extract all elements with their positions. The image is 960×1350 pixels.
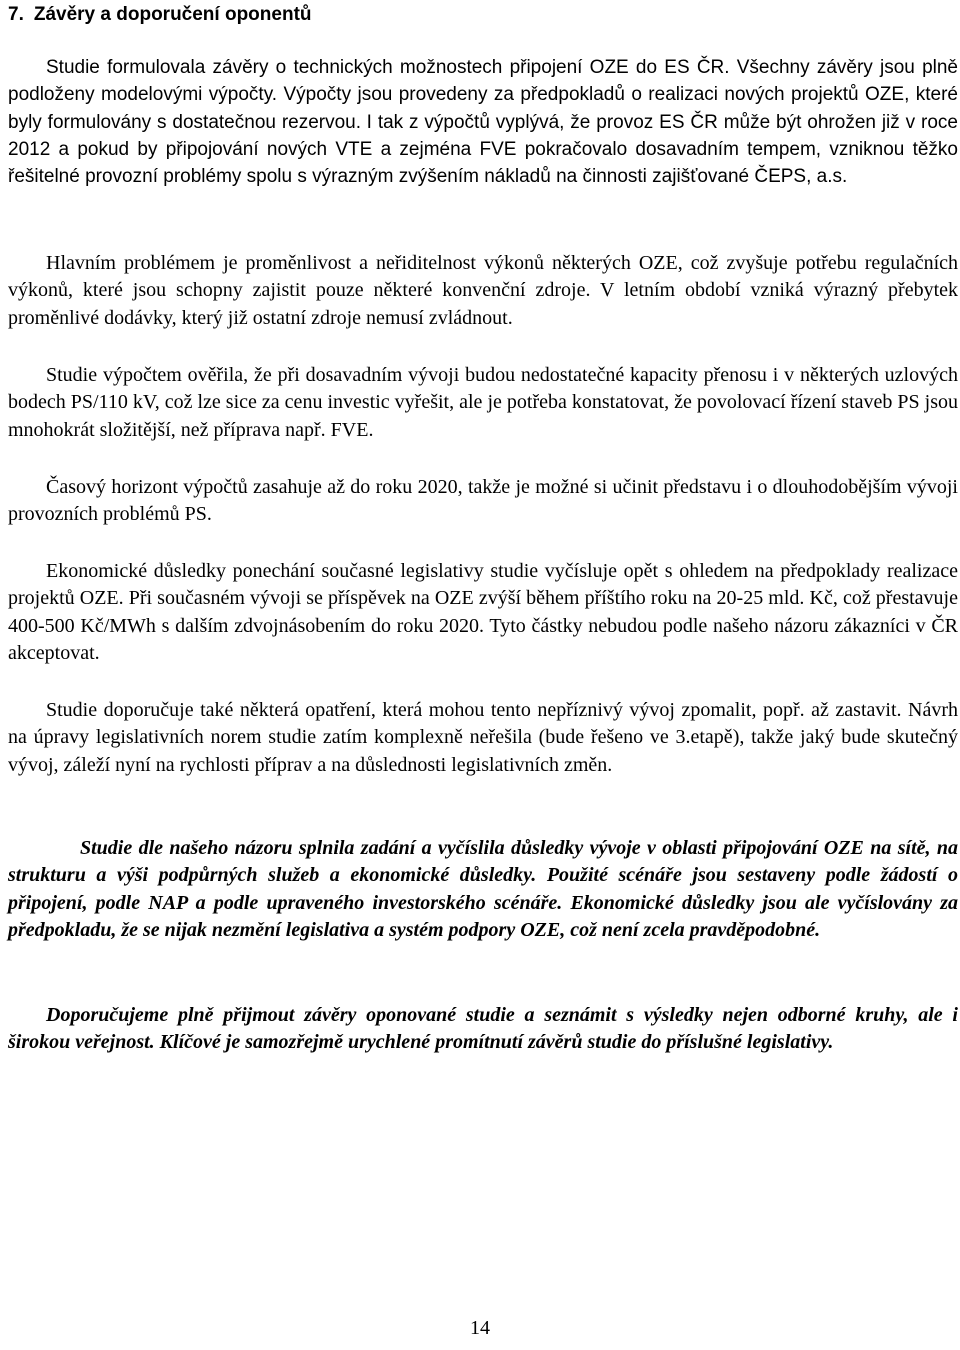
paragraph-technical-conclusions-part1: Studie formulovala závěry o technických možnostech připojení OZE do ES ČR. Všechny závěry jsou plně podloženy modelovými výpočty. Výpočty jsou provedeny za předpokladů o realizaci nových projektů OZE, které byly formulovány s dostatečnou rezervou. xyxy=(8,57,958,133)
section-title: Závěry a doporučení oponentů xyxy=(33,4,312,25)
paragraph-economic-consequences: Ekonomické důsledky ponechání současné legislativy studie vyčísluje opět s ohledem na předpoklady realizace projektů OZE. Při současném vývoji se příspěvek na OZE zvýší během příštího roku na 20-25 mld. Kč, což přestavuje 400-500 Kč/MWh s dalším zdvojnásobením do roku 2020. Tyto částky nebudou podle našeho názoru zákazníci v ČR akceptovat. xyxy=(8,560,958,664)
paragraph-variability-problem: Hlavním problémem je proměnlivost a neřiditelnost výkonů některých OZE, což zvyšuje potřebu regulačních výkonů, které jsou schopny zajistit pouze některé konvenční zdroje. V letním období vzniká výrazný přebytek proměnlivé dodávky, který již ostatní zdroje nemusí zvládnout. xyxy=(8,252,958,329)
paragraph-opponent-assessment: Studie dle našeho názoru splnila zadání a vyčíslila důsledky vývoje v oblasti připojování OZE na sítě, na strukturu a výši podpůrných služeb a ekonomické důsledky. Použité scénáře jsou sestaveny podle žádostí o připojení, podle NAP a podle upraveného investorského scénáře. Ekonomické důsledky jsou ale vyčíslovány za předpokladu, že se nijak nezmění legislativa a systém podpory OZE, což není zcela pravděpodobné. xyxy=(8,837,958,941)
paragraph-recommended-measures: Studie doporučuje také některá opatření, která mohou tento nepříznivý vývoj zpomalit, popř. až zastavit. Návrh na úpravy legislativních norem studie zatím komplexně neřešila (bude řešeno ve 3.etapě), takže jaký bude skutečný vývoj, záleží nyní na rychlosti příprav a na důslednosti legislativních změn. xyxy=(8,699,958,776)
paragraph-technical-conclusions xyxy=(8,54,958,190)
paragraph-final-recommendation: Doporučujeme plně přijmout závěry oponované studie a seznámit s výsledky nejen odborné kruhy, ale i širokou veřejnost. Klíčové je samozřejmě urychlené promítnutí závěrů studie do příslušné legislativy. xyxy=(8,1004,958,1054)
paragraph-transmission-capacity: Studie výpočtem ověřila, že při dosavadním vývoji budou nedostatečné kapacity přenosu i v některých uzlových bodech PS/110 kV, což lze sice za cenu investic vyřešit, ale je potřeba konstatovat, že povolovací řízení staveb PS jsou mnohokrát složitější, než příprava např. FVE. xyxy=(8,364,958,441)
section-number: 7. xyxy=(8,4,24,25)
section-heading xyxy=(8,2,312,28)
paragraph-time-horizon: Časový horizont výpočtů zasahuje až do roku 2020, takže je možné si učinit představu i o dlouhodobějším vývoji provozních problémů PS. xyxy=(8,476,958,526)
paragraph-technical-conclusions-part2: I tak z výpočtů vyplývá, že provoz ES ČR může být ohrožen již v roce 2012 a pokud by připojování nových VTE a zejména FVE pokračovalo dosavadním tempem, vzniknou těžko řešitelné provozní problémy spolu s výrazným zvýšením nákladů na činnosti zajišťované ČEPS, a.s. xyxy=(8,111,959,188)
page-number: 14 xyxy=(470,1317,490,1339)
